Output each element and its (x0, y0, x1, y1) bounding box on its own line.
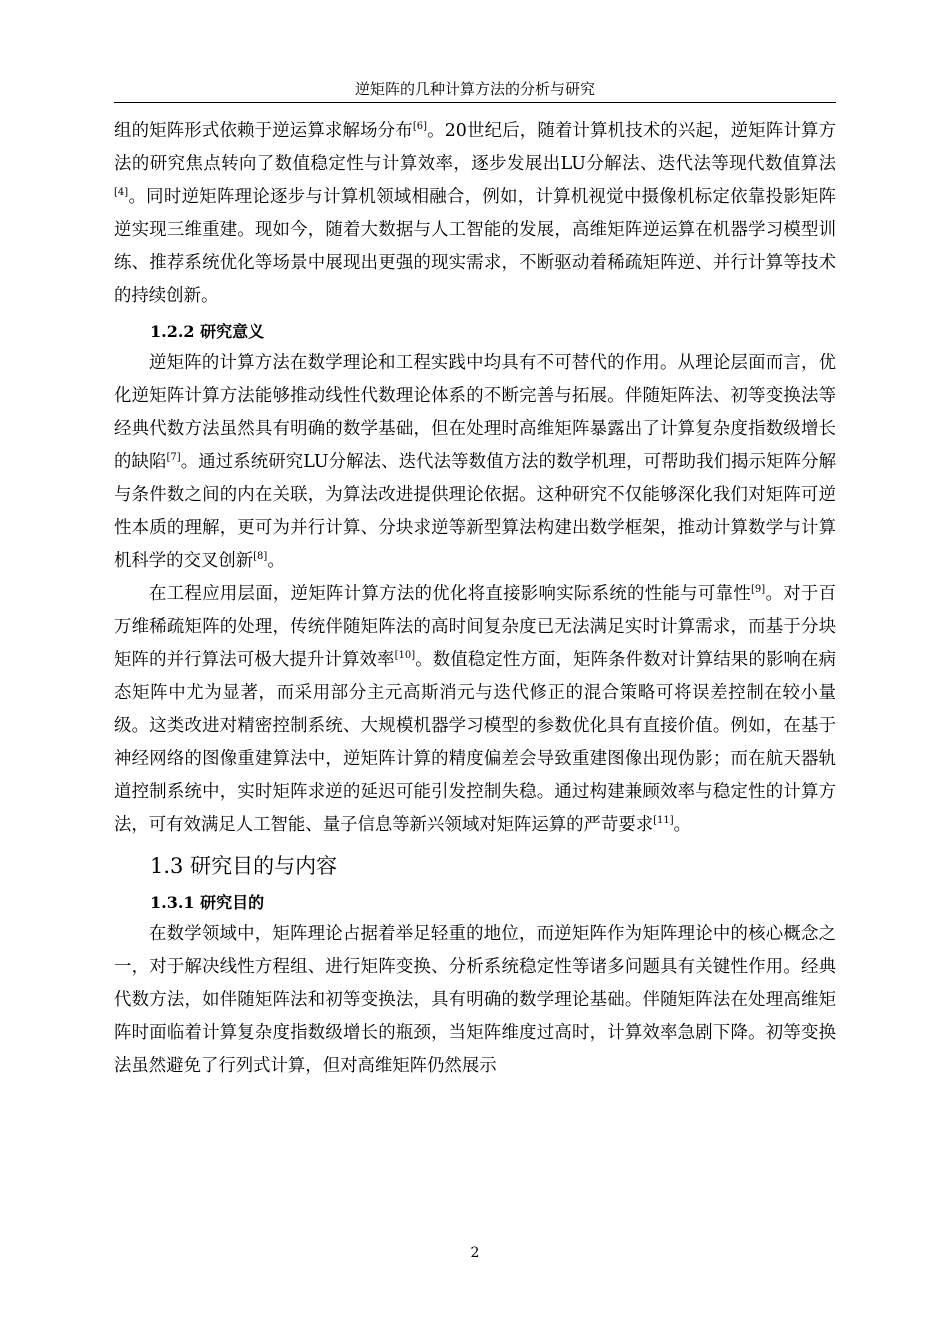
main-body (114, 115, 836, 1083)
citation: [4] (114, 187, 129, 199)
text-run: 在数学领域中，矩阵理论占据着举足轻重的地位，而逆矩阵作为矩阵理论中的核心概念之一，对于解决线性方程组、进行矩阵变换、分析系统稳定性等诸多问题具有关键性作用。经典代数方法，如伴随矩阵法和初等变换法，具有明确的数学理论基础。伴随矩阵法在处理高维矩阵时面临着计算复杂度指数级增长的瓶颈，当矩阵维度过高时，计算效率急剧下降。初等变换法虽然避免了行列式计算，但对高维矩阵仍然展示 (114, 924, 836, 1076)
citation: [6] (412, 121, 427, 133)
citation: [7] (166, 452, 181, 464)
header-rule (114, 102, 836, 103)
text-run: 。数值稳定性方面，矩阵条件数对计算结果的影响在病态矩阵中尤为显著，而采用部分主元高斯消元与迭代修正的混合策略可将误差控制在较小量级。这类改进对精密控制系统、大规模机器学习模型的参数优化具有直接价值。例如，在基于神经网络的图像重建算法中，逆矩阵计算的精度偏差会导致重建图像出现伪影；而在航天器轨道控制系统中，实时矩阵求逆的延迟可能引发控制失稳。通过构建兼顾效率与稳定性的计算方法，可有效满足人工智能、量子信息等新兴领域对矩阵运算的严苛要求 (114, 650, 836, 835)
text-run: 。对于百万维稀疏矩阵的处理，传统伴随矩阵法的高时间复杂度已无法满足实时计算需求，而基于分块矩阵的并行算法可极大提升计算效率 (114, 584, 836, 670)
text-run: 。 (267, 551, 285, 571)
text-run: 。通过系统研究LU分解法、迭代法等数值方法的数学机理，可帮助我们揭示矩阵分解与条件数之间的内在关联，为算法改进提供理论依据。这种研究不仅能够深化我们对矩阵可逆性本质的理解，更可为并行计算、分块求逆等新型算法构建出数学框架，推动计算数学与计算机科学的交叉创新 (114, 452, 836, 571)
text-run: 。 (673, 815, 692, 835)
paragraph-significance-theory (114, 347, 836, 578)
running-header: 逆矩阵的几种计算方法的分析与研究 (354, 80, 595, 98)
page-number: 2 (470, 1245, 480, 1261)
text-run: 组的矩阵形式依赖于逆运算求解场分布 (114, 121, 413, 141)
paragraph-continued (114, 115, 836, 313)
paragraph-significance-engineering (114, 578, 836, 842)
text-run: 。20世纪后，随着计算机技术的兴起，逆矩阵计算方法的研究焦点转向了数值稳定性与计算效率，逐步发展出LU分解法、迭代法等现代数值算法 (114, 121, 836, 174)
text-run: 在工程应用层面，逆矩阵计算方法的优化将直接影响实际系统的性能与可靠性 (149, 584, 751, 604)
paragraph-research-purpose (114, 918, 836, 1083)
citation: [10] (394, 650, 416, 662)
text-run: 逆矩阵的计算方法在数学理论和工程实践中均具有不可替代的作用。从理论层面而言，优化逆矩阵计算方法能够推动线性代数理论体系的不断完善与拓展。伴随矩阵法、初等变换法等经典代数方法虽然具有明确的数学基础，但在处理时高维矩阵暴露出了计算复杂度指数级增长的缺陷 (114, 353, 836, 472)
subsection-heading-1-2-2: 1.2.2 研究意义 (150, 322, 265, 341)
citation: [11] (653, 815, 674, 827)
section-heading-1-3: 1.3 研究目的与内容 (150, 854, 338, 878)
citation: [9] (750, 584, 766, 596)
subsection-heading-1-3-1: 1.3.1 研究目的 (150, 893, 265, 912)
citation: [8] (253, 551, 268, 563)
text-run: 。同时逆矩阵理论逐步与计算机领域相融合，例如，计算机视觉中摄像机标定依靠投影矩阵逆实现三维重建。现如今，随着大数据与人工智能的发展，高维矩阵逆运算在机器学习模型训练、推荐系统优化等场景中展现出更强的现实需求，不断驱动着稀疏矩阵逆、并行计算等技术的持续创新。 (114, 187, 836, 306)
